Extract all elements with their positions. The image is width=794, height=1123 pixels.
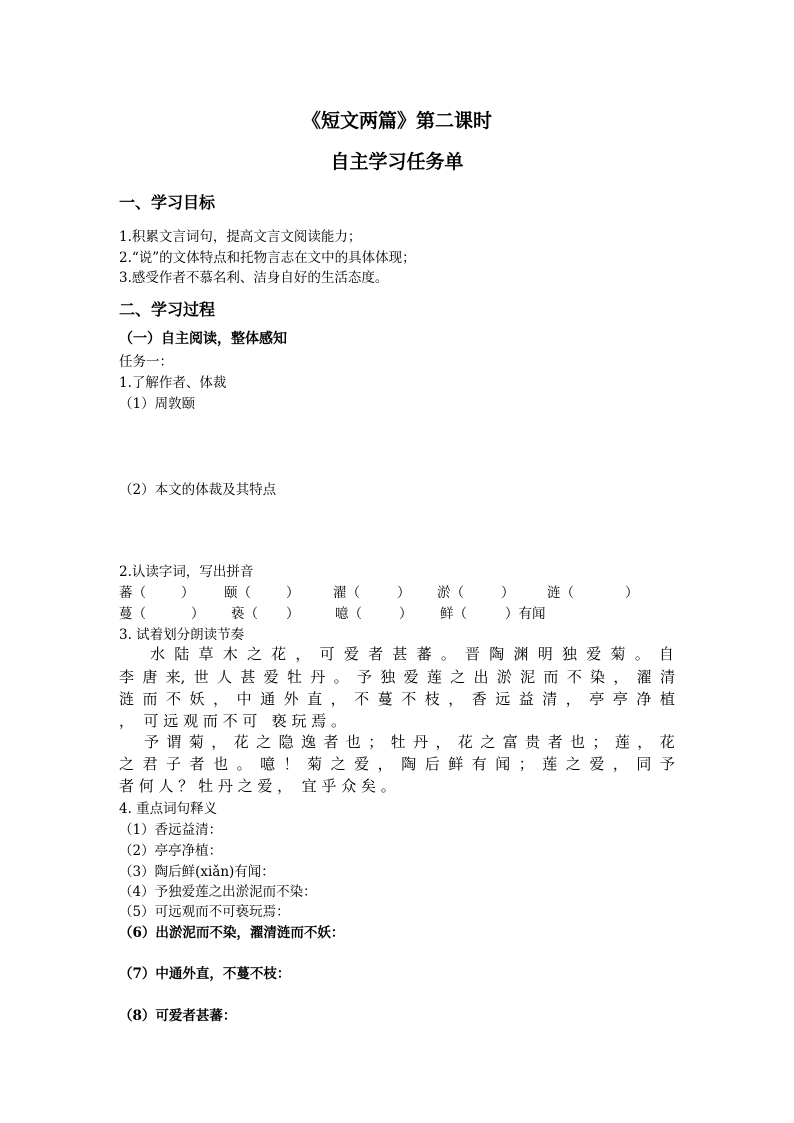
text-char: 自: [658, 645, 674, 663]
task-label: 任务一：: [119, 354, 173, 370]
pinyin-close: ）: [625, 585, 639, 601]
text-char: 明: [537, 645, 553, 663]
text-char: 。: [440, 645, 456, 663]
text-char: 隐: [278, 733, 294, 751]
text-char: ，: [448, 690, 464, 708]
text-char: 染: [590, 668, 606, 686]
text-char: 后: [424, 755, 440, 773]
goal-item: 2.“说”的文体特点和托物言志在文中的具体体现；: [119, 250, 416, 266]
text-char: 者: [189, 755, 205, 773]
text-char: ，: [565, 690, 581, 708]
text-char: 之: [330, 755, 346, 773]
page-subtitle: 自主学习任务单: [330, 151, 464, 173]
text-char: 不: [166, 690, 182, 708]
text-char: ，: [330, 690, 346, 708]
text-char: 远: [495, 690, 511, 708]
text-char: ，: [213, 690, 229, 708]
text-char: 花: [659, 733, 675, 751]
text-char: ，: [435, 733, 451, 751]
text-char: 闻: [495, 755, 511, 773]
text-char: 爱: [589, 755, 605, 773]
text-char: 牡: [390, 733, 406, 751]
text-char: 噫: [260, 755, 276, 773]
text-line: [150, 643, 674, 664]
text-char: 鲜: [448, 755, 464, 773]
text-char: 之: [246, 645, 262, 663]
text-line: ， 可 远 观 而 不 可 亵 玩 焉 。: [119, 712, 346, 730]
text-char: 丹: [310, 668, 326, 686]
text-char: 之: [256, 733, 272, 751]
definition-item: （7）中通外直，不蔓不枝：: [119, 966, 291, 982]
pinyin-close: ）: [286, 585, 300, 601]
text-char: 之: [565, 755, 581, 773]
text-char: ，: [637, 733, 653, 751]
text-char: 菊: [610, 645, 626, 663]
text-char: 爱: [343, 645, 359, 663]
text-line: [144, 731, 675, 752]
goal-item: 3.感受作者不慕名利、洁身自好的生活态度。: [119, 270, 389, 286]
text-char: 谓: [166, 733, 182, 751]
text-char: 清: [659, 668, 675, 686]
text-char: ，: [377, 755, 393, 773]
text-char: 者: [368, 645, 384, 663]
text-char: 亭: [589, 690, 605, 708]
pinyin-close: ）: [286, 606, 300, 622]
text-char: 贵: [525, 733, 541, 751]
text-char: 。: [333, 668, 349, 686]
pinyin-word: 蔓（: [119, 606, 146, 622]
text-char: 之: [450, 668, 466, 686]
text-char: 者: [323, 733, 339, 751]
item-heading: 3. 试着划分朗读节奏: [119, 627, 245, 643]
text-char: 而: [142, 690, 158, 708]
text-char: 不: [401, 690, 417, 708]
text-char: 莲: [426, 668, 442, 686]
text-char: 植: [659, 690, 675, 708]
text-char: 濯: [636, 668, 652, 686]
text-char: ，: [211, 733, 227, 751]
definition-item: （8）可爱者甚蕃：: [119, 1008, 237, 1024]
text-char: 可: [319, 645, 335, 663]
text-char: 予: [659, 755, 675, 773]
text-char: ；: [518, 755, 534, 773]
text-line: [119, 688, 675, 709]
text-char: 也: [570, 733, 586, 751]
text-char: 淤: [496, 668, 512, 686]
text-char: 人: [217, 668, 233, 686]
text-char: ；: [592, 733, 608, 751]
text-char: 甚: [392, 645, 408, 663]
text-char: 香: [471, 690, 487, 708]
text-char: 中: [236, 690, 252, 708]
text-char: 同: [636, 755, 652, 773]
text-char: 陶: [489, 645, 505, 663]
text-char: 莲: [542, 755, 558, 773]
text-char: 清: [542, 690, 558, 708]
text-char: 李: [119, 668, 135, 686]
section-heading-goals: 一、学习目标: [119, 193, 216, 212]
text-char: 木: [222, 645, 238, 663]
text-char: 甚: [240, 668, 256, 686]
subsection-heading: （一）自主阅读，整体感知: [119, 331, 287, 347]
text-line: [119, 753, 675, 774]
text-char: 独: [561, 645, 577, 663]
text-char: 爱: [403, 668, 419, 686]
text-char: 莲: [614, 733, 630, 751]
text-char: 出: [473, 668, 489, 686]
text-char: 菊: [188, 733, 204, 751]
text-char: 亭: [612, 690, 628, 708]
text-char: 牡: [286, 668, 302, 686]
text-char: 。: [236, 755, 252, 773]
text-char: 菊: [307, 755, 323, 773]
pinyin-close: ）: [501, 585, 515, 601]
text-char: 陆: [174, 645, 190, 663]
definition-item: （3）陶后鲜(xiǎn)有闻：: [119, 864, 275, 880]
text-line: 者 何 人 ？ 牡 丹 之 爱 ， 宜 乎 众 矣 。: [119, 777, 396, 795]
text-char: 独: [380, 668, 396, 686]
text-char: ，: [613, 668, 629, 686]
pinyin-word: 濯（: [333, 585, 360, 601]
text-char: 君: [142, 755, 158, 773]
pinyin-word: 鲜（: [440, 606, 467, 622]
item-sub: （1）周敦颐: [119, 396, 196, 412]
text-char: 蔓: [377, 690, 393, 708]
item-heading: 1.了解作者、体裁: [119, 375, 227, 391]
item-heading: 2.认读字词，写出拼音: [119, 564, 254, 580]
text-char: 爱: [354, 755, 370, 773]
text-char: 之: [119, 755, 135, 773]
text-char: 不: [566, 668, 582, 686]
text-char: 爱: [263, 668, 279, 686]
text-char: 也: [213, 755, 229, 773]
text-char: 丹: [413, 733, 429, 751]
goal-item: 1.积累文言词句，提高文言文阅读能力；: [119, 229, 362, 245]
pinyin-close: ）有闻: [505, 606, 546, 622]
item-heading: 4. 重点词句释义: [119, 801, 218, 817]
pinyin-close: ）: [399, 606, 413, 622]
page-title: 《短文两篇》第二课时: [301, 110, 492, 132]
pinyin-word: 颐（: [224, 585, 251, 601]
text-char: 予: [144, 733, 160, 751]
text-char: 有: [471, 755, 487, 773]
pinyin-word: 噫（: [335, 606, 362, 622]
text-char: 蕃: [416, 645, 432, 663]
text-char: 陶: [401, 755, 417, 773]
text-char: 富: [502, 733, 518, 751]
text-char: 花: [457, 733, 473, 751]
text-char: ，: [295, 645, 311, 663]
item-sub: （2）本文的体裁及其特点: [119, 482, 277, 498]
pinyin-close: ）: [191, 606, 205, 622]
text-char: 逸: [300, 733, 316, 751]
text-char: 净: [636, 690, 652, 708]
text-char: 草: [198, 645, 214, 663]
pinyin-close: ）: [397, 585, 411, 601]
text-char: 予: [356, 668, 372, 686]
text-char: 花: [271, 645, 287, 663]
section-heading-process: 二、学习过程: [119, 300, 216, 319]
text-char: 渊: [513, 645, 529, 663]
pinyin-word: 亵（: [231, 606, 258, 622]
text-char: 而: [543, 668, 559, 686]
pinyin-word: 涟（: [547, 585, 574, 601]
text-char: 花: [233, 733, 249, 751]
definition-item: （5）可远观而不可亵玩焉：: [119, 904, 290, 920]
text-char: ；: [368, 733, 384, 751]
text-char: 之: [480, 733, 496, 751]
text-char: 爱: [586, 645, 602, 663]
text-char: 涟: [119, 690, 135, 708]
text-char: 外: [283, 690, 299, 708]
pinyin-word: 淤（: [437, 585, 464, 601]
text-char: 也: [345, 733, 361, 751]
pinyin-close: ）: [181, 585, 195, 601]
text-char: ，: [612, 755, 628, 773]
text-line: [119, 666, 675, 687]
text-char: 泥: [520, 668, 536, 686]
text-char: 世: [193, 668, 209, 686]
text-char: 水: [150, 645, 166, 663]
text-char: 通: [260, 690, 276, 708]
text-char: 妖: [189, 690, 205, 708]
text-char: ！: [283, 755, 299, 773]
definition-item: （6）出淤泥而不染，濯清涟而不妖：: [119, 925, 345, 941]
text-char: 直: [307, 690, 323, 708]
text-char: 。: [634, 645, 650, 663]
definition-item: （1）香远益清：: [119, 822, 223, 838]
text-char: 来,: [165, 668, 186, 686]
text-char: 枝: [424, 690, 440, 708]
definition-item: （2）亭亭净植：: [119, 843, 223, 859]
pinyin-word: 蕃（: [119, 585, 146, 601]
text-char: 唐: [142, 668, 158, 686]
text-char: 者: [547, 733, 563, 751]
text-char: 子: [166, 755, 182, 773]
definition-item: （4）予独爱莲之出淤泥而不染：: [119, 884, 317, 900]
text-char: 益: [518, 690, 534, 708]
text-char: 不: [354, 690, 370, 708]
text-char: 晋: [465, 645, 481, 663]
